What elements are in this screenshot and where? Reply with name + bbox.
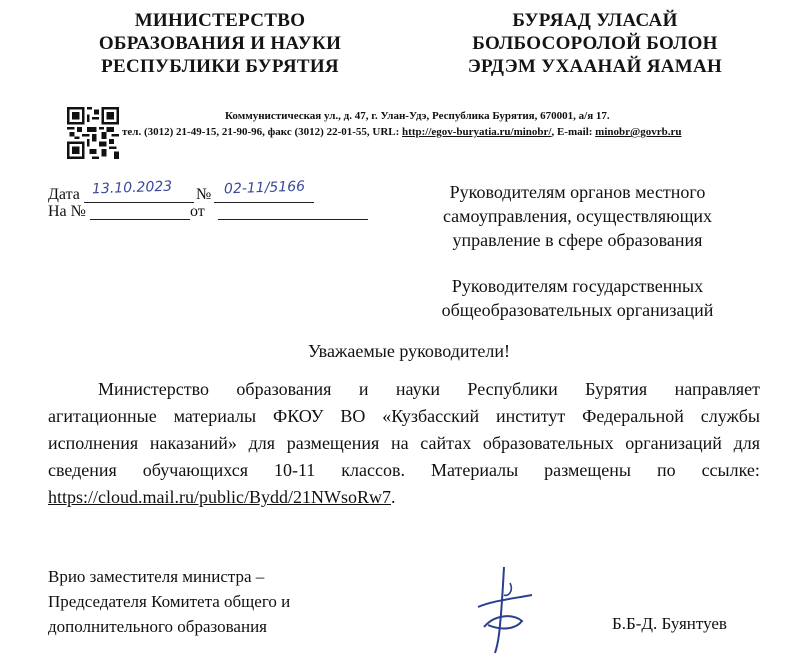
body-word: агитационные bbox=[48, 406, 157, 426]
link-period: . bbox=[390, 487, 396, 507]
body-word: образования bbox=[236, 379, 332, 399]
body-word: размещения bbox=[286, 433, 380, 453]
date-label: Дата bbox=[48, 186, 80, 203]
body-word: обучающихся bbox=[142, 460, 249, 480]
header-line: БОЛБОСОРОЛОЙ БОЛОН bbox=[472, 33, 718, 54]
ministry-name-russian bbox=[70, 9, 370, 78]
addressee-line: Руководителям органов местного bbox=[449, 182, 706, 202]
body-line bbox=[48, 403, 760, 430]
body-word: науки bbox=[395, 379, 440, 399]
body-word: Федеральной bbox=[582, 406, 684, 426]
signer-title-line: Председателя Комитета общего и bbox=[48, 592, 291, 611]
greeting: Уважаемые руководители! bbox=[307, 341, 511, 361]
addressee-group bbox=[410, 274, 745, 322]
website-link[interactable]: http://egov-buryatia.ru/minobr/ bbox=[402, 126, 552, 138]
ref-underline bbox=[90, 219, 190, 220]
body-word: по bbox=[656, 460, 676, 480]
body-line bbox=[48, 484, 760, 511]
body-word: «Кузбасский bbox=[382, 406, 480, 426]
body-word: 10-11 bbox=[273, 460, 316, 480]
body-word: образовательных bbox=[482, 433, 614, 453]
body-word: наказаний» bbox=[149, 433, 237, 453]
header-line: РЕСПУБЛИКИ БУРЯТИЯ bbox=[101, 56, 339, 77]
header-line: ЭРДЭМ УХААНАЙ ЯАМАН bbox=[467, 56, 723, 77]
materials-link[interactable]: https://cloud.mail.ru/public/Bydd/21NWsoRw7 bbox=[48, 487, 391, 507]
body-word: Республики bbox=[467, 379, 558, 399]
body-word: для bbox=[248, 433, 276, 453]
contacts-address: Коммунистическая ул., д. 47, г. Улан-Удэ, Республика Бурятия, 670001, а/я 17. bbox=[225, 110, 610, 122]
header-line: БУРЯАД УЛАСАЙ bbox=[512, 10, 678, 31]
body-word: сведения bbox=[48, 460, 117, 480]
body-word: размещены bbox=[544, 460, 631, 480]
number-label: № bbox=[196, 186, 212, 203]
date-underline bbox=[84, 202, 194, 203]
body-word: исполнения bbox=[48, 433, 139, 453]
addressee-line: общеобразовательных организаций bbox=[441, 300, 714, 320]
addressee-line: самоуправления, осуществляющих bbox=[442, 206, 713, 226]
contacts-phones: тел. (3012) 21-49-15, 21-90-96, факс (3012) 22-01-55, URL: bbox=[122, 126, 400, 138]
addressee-line: Руководителям государственных bbox=[451, 276, 704, 296]
body-word: службы bbox=[700, 406, 760, 426]
from-underline bbox=[218, 219, 368, 220]
body-word: на bbox=[391, 433, 409, 453]
signer-name: Б.Б-Д. Буянтуев bbox=[612, 614, 727, 633]
body-word: классов. bbox=[341, 460, 405, 480]
number-underline bbox=[214, 202, 314, 203]
addressee-group bbox=[410, 180, 745, 252]
signer-title-line: Врио заместителя министра – bbox=[48, 567, 265, 586]
body-word: Бурятия bbox=[585, 379, 648, 399]
body-line bbox=[48, 430, 760, 457]
date-handwritten: 13.10.2023 bbox=[91, 178, 173, 198]
body-word: Министерство bbox=[98, 379, 209, 399]
body-word: материалы bbox=[173, 406, 257, 426]
ref-label: На № bbox=[48, 203, 86, 220]
body-word: для bbox=[733, 433, 760, 453]
from-label: от bbox=[190, 203, 205, 220]
body-word: сайтах bbox=[420, 433, 472, 453]
addressee-line: управление в сфере образования bbox=[452, 230, 703, 250]
body-word: организаций bbox=[625, 433, 722, 453]
ministry-name-buryat bbox=[440, 9, 750, 78]
body-word: ФКОУ bbox=[272, 406, 324, 426]
header-line: ОБРАЗОВАНИЯ И НАУКИ bbox=[98, 33, 342, 54]
email-label: , E-mail: bbox=[551, 126, 593, 138]
email-link[interactable]: minobr@govrb.ru bbox=[595, 126, 682, 138]
body-word: ссылке: bbox=[701, 460, 760, 480]
signer-title-line: дополнительного образования bbox=[48, 617, 267, 636]
body-word: направляет bbox=[674, 379, 760, 399]
qr-code-icon bbox=[67, 107, 119, 159]
body-word: институт bbox=[496, 406, 566, 426]
body-line bbox=[48, 376, 760, 403]
body-word: ВО bbox=[340, 406, 366, 426]
contacts-line bbox=[122, 126, 682, 138]
body-word: Материалы bbox=[430, 460, 519, 480]
handwritten-signature-icon bbox=[470, 565, 540, 655]
header-line: МИНИСТЕРСТВО bbox=[134, 10, 306, 31]
body-word: и bbox=[358, 379, 369, 399]
body-line bbox=[48, 457, 760, 484]
number-handwritten: 02-11/5166 bbox=[223, 178, 306, 198]
